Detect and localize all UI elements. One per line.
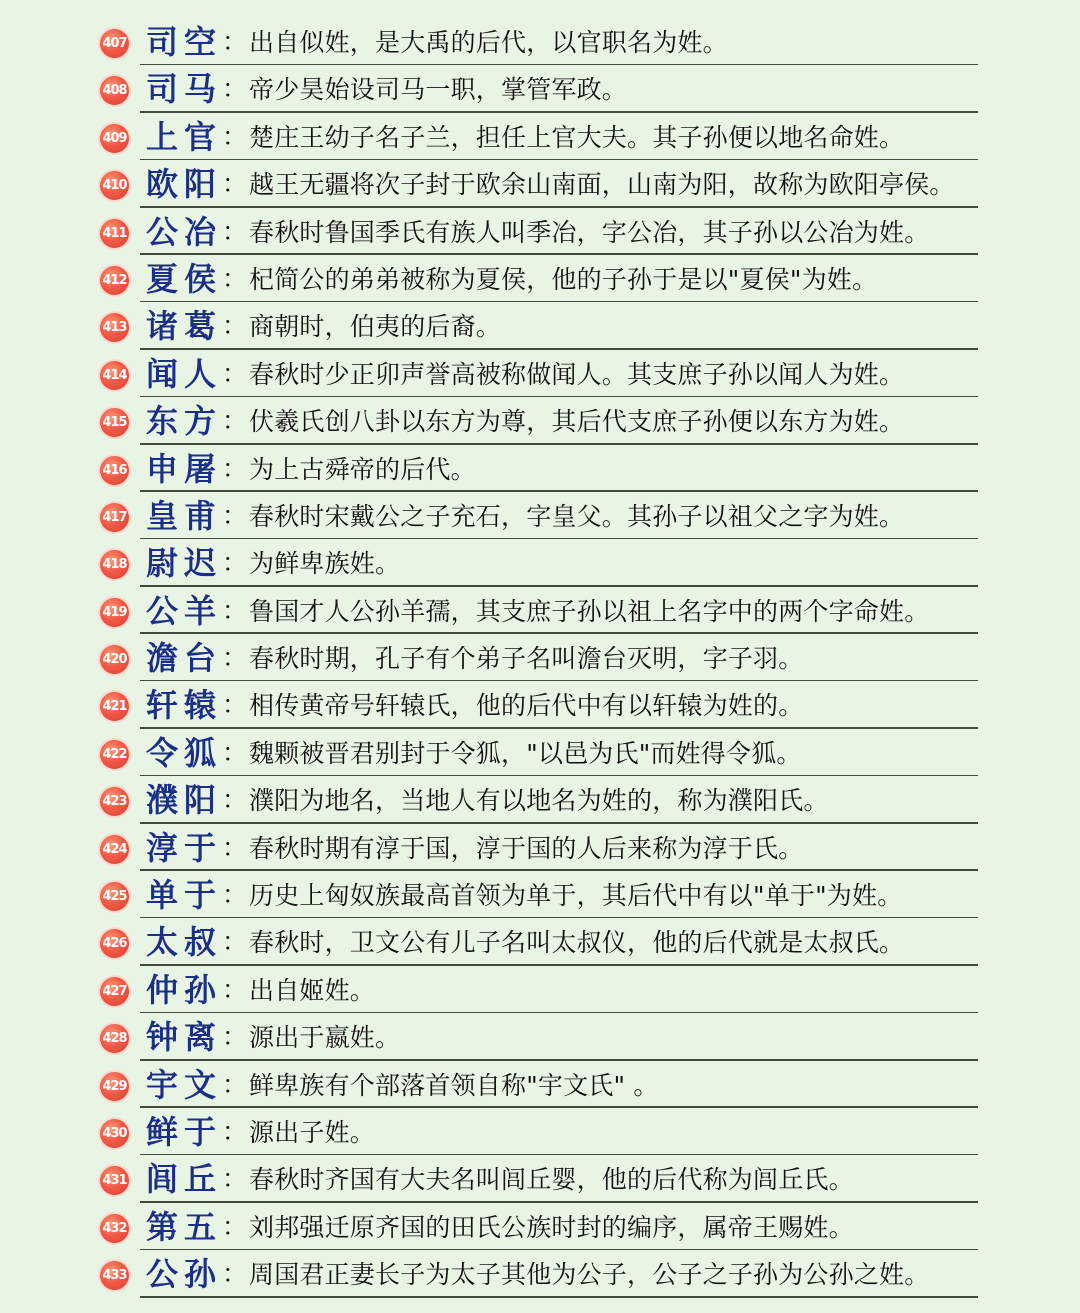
colon-separator: ： [222,737,248,767]
entry-number-badge: 423 [100,787,129,816]
list-item [0,966,1080,1013]
colon-separator: ： [222,169,248,199]
colon-separator: ： [222,643,248,673]
surname-label: 司马 [146,70,223,109]
origin-description: 源出于嬴姓。 [249,1023,401,1053]
surname-label: 太叔 [146,923,223,962]
surname-label: 钟离 [146,1018,223,1057]
surname-label: 仲孙 [146,970,223,1009]
colon-separator: ： [222,974,248,1004]
list-item [0,1013,1080,1060]
surname-label: 公羊 [146,591,223,630]
origin-description: 春秋时鲁国季氏有族人叫季冶，字公冶，其子孙以公冶为姓。 [249,217,930,247]
origin-description: 出自姬姓。 [249,975,376,1005]
surname-label: 夏侯 [146,259,223,298]
list-item [0,1108,1080,1155]
colon-separator: ： [222,548,248,578]
entry-number-badge: 422 [100,740,129,769]
entry-list [0,18,1080,1298]
surname-label: 公冶 [146,212,223,251]
origin-description: 春秋时宋戴公之子充石，字皇父。其孙子以祖父之字为姓。 [249,501,905,531]
origin-description: 出自似姓，是大禹的后代，以官职名为姓。 [249,28,728,57]
origin-description: 刘邦强迁原齐国的田氏公族时封的编序，属帝王赐姓。 [249,1212,854,1242]
colon-separator: ： [222,785,248,815]
entry-number-badge: 430 [100,1119,129,1148]
origin-description: 杞简公的弟弟被称为夏侯，他的子孙于是以"夏侯"为姓。 [249,264,878,294]
surname-label: 诸葛 [146,307,223,346]
surname-label: 轩辕 [146,686,223,725]
surname-label: 司空 [146,23,223,61]
entry-number-badge: 432 [100,1214,129,1243]
entry-number-badge: 425 [100,882,129,911]
colon-separator: ： [222,358,248,388]
colon-separator: ： [222,595,248,625]
entry-number-badge: 410 [100,171,129,200]
origin-description: 周国君正妻长子为太子其他为公子，公子之子孙为公孙之姓。 [249,1260,930,1290]
entry-number-badge: 408 [100,76,129,105]
origin-description: 春秋时齐国有大夫名叫闾丘婴，他的后代称为闾丘氏。 [249,1165,854,1195]
origin-description: 鲁国才人公孙羊孺，其支庶子孙以祖上名字中的两个字命姓。 [249,596,930,626]
entry-number-badge: 415 [100,408,129,437]
list-item [0,255,1080,302]
origin-description: 春秋时，卫文公有儿子名叫太叔仪，他的后代就是太叔氏。 [249,928,905,958]
origin-description: 魏颗被晋君别封于令狐，"以邑为氏"而姓得令狐。 [249,738,802,768]
entry-number-badge: 417 [100,503,129,532]
surname-label: 闾丘 [146,1160,223,1199]
origin-description: 春秋时期有淳于国，淳于国的人后来称为淳于氏。 [249,833,804,863]
entry-number-badge: 416 [100,456,129,485]
colon-separator: ： [222,453,248,483]
colon-separator: ： [222,1211,248,1241]
origin-description: 商朝时，伯夷的后裔。 [249,312,502,342]
list-item [0,350,1080,397]
colon-separator: ： [222,832,248,862]
surname-label: 澹台 [146,639,223,678]
origin-description: 伏羲氏创八卦以东方为尊，其后代支庶子孙便以东方为姓。 [249,407,905,437]
colon-separator: ： [222,1259,248,1289]
list-item [0,634,1080,681]
entry-number-badge: 433 [100,1261,129,1290]
origin-description: 濮阳为地名，当地人有以地名为姓的，称为濮阳氏。 [249,786,829,816]
surname-label: 第五 [146,1207,223,1246]
entry-number-badge: 421 [100,692,129,721]
list-item [0,871,1080,918]
colon-separator: ： [222,121,248,151]
colon-separator: ： [222,216,248,246]
origin-description: 相传黄帝号轩辕氏，他的后代中有以轩辕为姓的。 [249,691,804,721]
surname-label: 公孙 [146,1255,223,1294]
list-item [0,1250,1080,1297]
origin-description: 越王无疆将次子封于欧余山南面，山南为阳，故称为欧阳亭侯。 [249,170,955,200]
entry-number-badge: 424 [100,835,129,864]
list-item [0,539,1080,586]
colon-separator: ： [222,1022,248,1052]
entry-number-badge: 413 [100,313,129,342]
list-item [0,824,1080,871]
list-item [0,729,1080,776]
colon-separator: ： [222,1116,248,1146]
entry-number-badge: 409 [100,124,129,153]
origin-description: 源出子姓。 [249,1117,376,1147]
entry-number-badge: 411 [100,219,129,248]
surname-label: 宇文 [146,1065,223,1104]
list-item [0,113,1080,160]
list-item [0,160,1080,207]
colon-separator: ： [222,263,248,293]
surname-label: 闻人 [146,354,223,393]
list-item [0,302,1080,349]
list-item [0,681,1080,728]
surname-label: 单于 [146,876,223,915]
origin-description: 鲜卑族有个部落首领自称"宇文氏" 。 [249,1070,659,1100]
colon-separator: ： [222,406,248,436]
list-item [0,1155,1080,1202]
surname-label: 令狐 [146,733,223,772]
origin-description: 为上古舜帝的后代。 [249,454,476,484]
colon-separator: ： [222,1069,248,1099]
entry-number-badge: 429 [100,1072,129,1101]
list-item [0,445,1080,492]
surname-label: 皇甫 [146,496,223,535]
entry-number-badge: 427 [100,977,129,1006]
origin-description: 帝少昊始设司马一职，掌管军政。 [249,75,628,105]
colon-separator: ： [222,74,248,104]
entry-number-badge: 428 [100,1024,129,1053]
surname-origin-list [0,18,1080,1298]
origin-description: 春秋时少正卯声誉高被称做闻人。其支庶子孙以闻人为姓。 [249,359,905,389]
surname-label: 鲜于 [146,1112,223,1151]
divider-line [140,1296,978,1298]
list-item [0,1203,1080,1250]
list-item [0,18,1080,65]
colon-separator: ： [222,311,248,341]
list-item [0,1061,1080,1108]
list-item [0,397,1080,444]
entry-number-badge: 407 [100,29,129,58]
surname-label: 尉迟 [146,544,223,583]
entry-number-badge: 420 [100,645,129,674]
colon-separator: ： [222,500,248,530]
origin-description: 楚庄王幼子名子兰，担任上官大夫。其子孙便以地名命姓。 [249,122,905,152]
list-item [0,587,1080,634]
entry-number-badge: 414 [100,361,129,390]
entry-number-badge: 419 [100,598,129,627]
entry-number-badge: 418 [100,550,129,579]
entry-number-badge: 412 [100,266,129,295]
list-item [0,776,1080,823]
surname-label: 淳于 [146,828,223,867]
surname-label: 上官 [146,117,223,156]
entry-number-badge: 426 [100,929,129,958]
origin-description: 为鲜卑族姓。 [249,549,401,579]
list-item [0,918,1080,965]
colon-separator: ： [222,880,248,910]
surname-label: 申屠 [146,449,223,488]
list-item [0,492,1080,539]
entry-number-badge: 431 [100,1166,129,1195]
surname-label: 欧阳 [146,165,223,204]
colon-separator: ： [222,690,248,720]
surname-label: 濮阳 [146,781,223,820]
surname-label: 东方 [146,402,223,441]
colon-separator: ： [222,1164,248,1194]
colon-separator: ： [222,927,248,957]
origin-description: 春秋时期，孔子有个弟子名叫澹台灭明，字子羽。 [249,644,804,674]
list-item [0,65,1080,112]
list-item [0,208,1080,255]
colon-separator: ： [222,27,248,56]
origin-description: 历史上匈奴族最高首领为单于，其后代中有以"单于"为姓。 [249,881,903,911]
